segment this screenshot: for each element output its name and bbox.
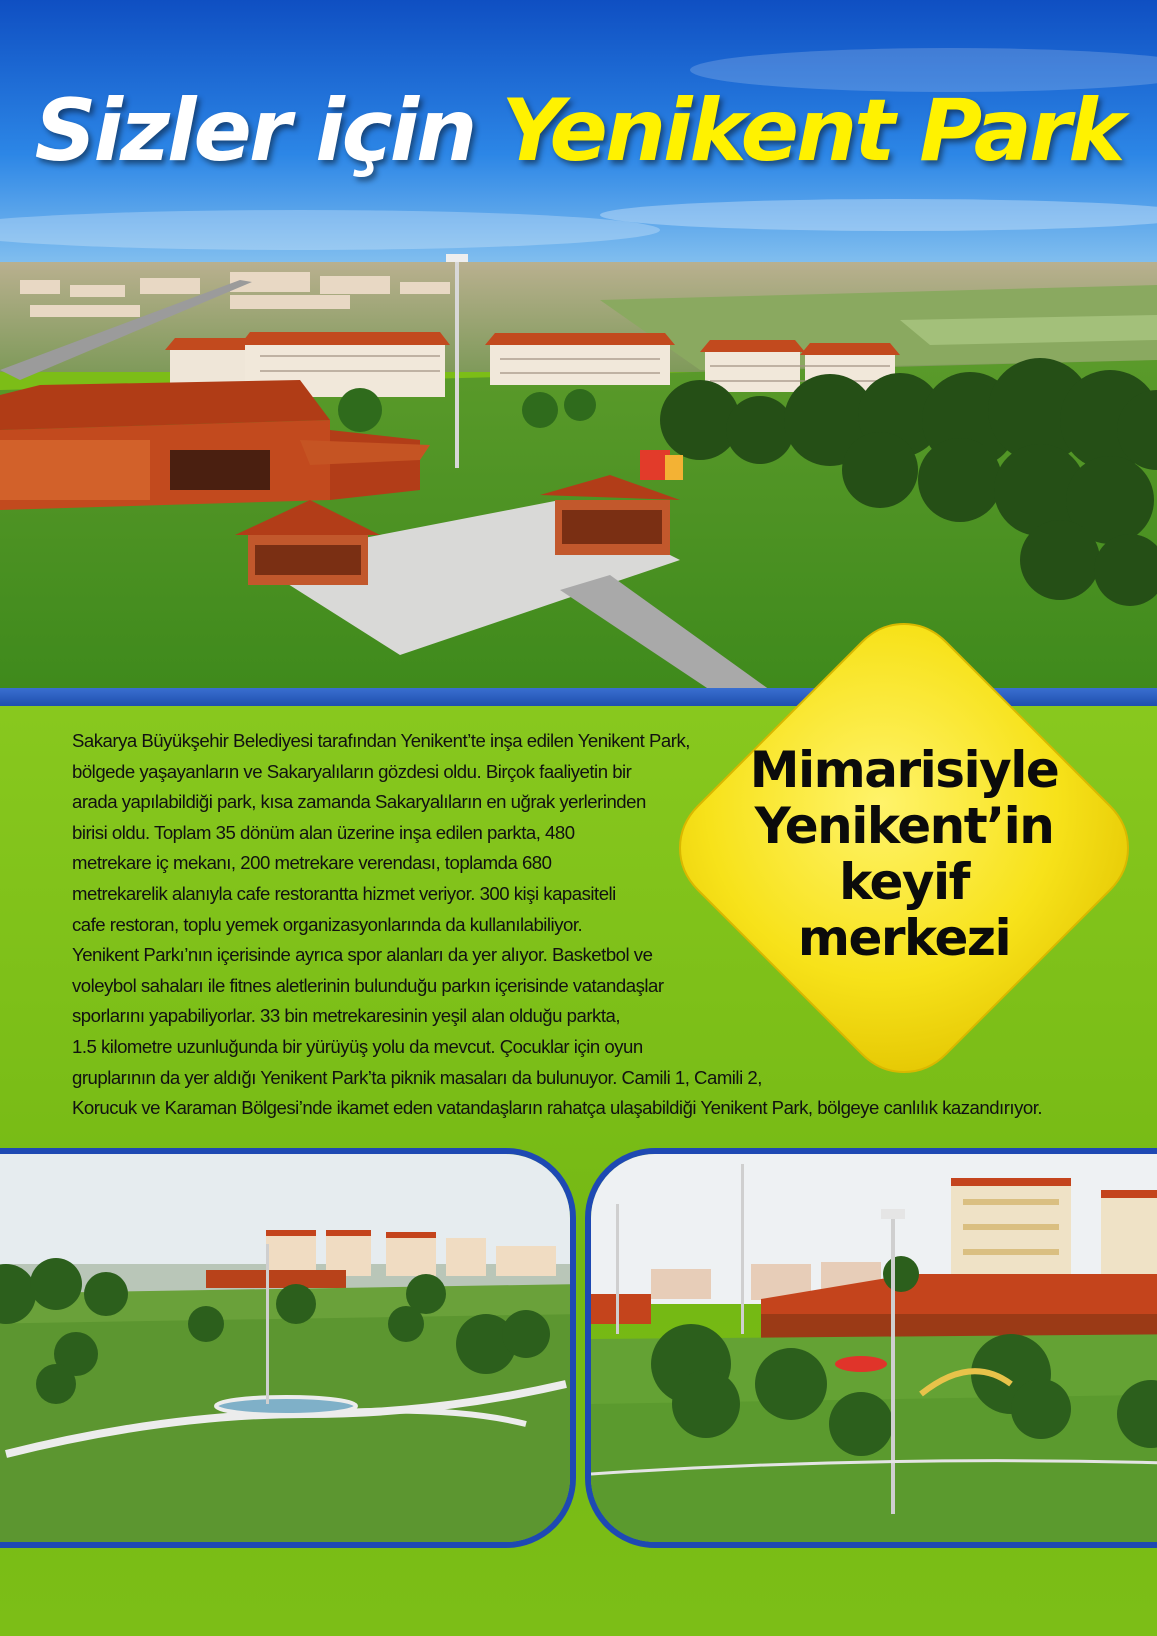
body-line: voleybol sahaları ile fitnes aletlerinin bulunduğu parkın içerisinde vatandaşlar (72, 974, 664, 996)
body-line: metrekare iç mekanı, 200 metrekare verendası, toplamda 680 (72, 852, 552, 874)
park-lawn-illustration (0, 1154, 576, 1548)
callout-text (666, 742, 1142, 966)
callout-line: merkezi (797, 909, 1011, 967)
callout-line: Mimarisiyle (749, 741, 1059, 799)
body-line: Sakarya Büyükşehir Belediyesi tarafından Yenikent’te inşa edilen Yenikent Park, (72, 730, 690, 751)
park-photo-right (585, 1148, 1157, 1548)
body-line: 1.5 kilometre uzunluğunda bir yürüyüş yolu da mevcut. Çocuklar için oyun (72, 1035, 643, 1057)
park-restaurant-illustration (591, 1154, 1157, 1548)
callout-diamond (666, 610, 1142, 1086)
body-line: birisi oldu. Toplam 35 dönüm alan üzerine inşa edilen parkta, 480 (72, 821, 575, 843)
body-line: cafe restoran, toplu yemek organizasyonlarında da kullanılabiliyor. (72, 913, 583, 935)
headline-yellow: Yenikent Park (501, 81, 1123, 181)
body-line: Yenikent Parkı’nın içerisinde ayrıca spor alanları da yer alıyor. Basketbol ve (72, 944, 653, 966)
headline (0, 81, 1157, 181)
body-line: Korucuk ve Karaman Bölgesi’nde ikamet eden vatandaşların rahatça ulaşabildiği Yenikent Park, bölgeye canlılık kazandırıyor. (72, 1097, 1043, 1119)
headline-white: Sizler için (34, 81, 475, 181)
body-line: arada yapılabildiği park, kısa zamanda Sakaryalıların en uğrak yerlerinden (72, 791, 646, 813)
callout-line: Yenikent’in (754, 797, 1054, 855)
body-line: sporlarını yapabiliyorlar. 33 bin metrekaresinin yeşil alan olduğu parkta, (72, 1005, 620, 1027)
callout-line: keyif (839, 853, 969, 911)
body-line: gruplarının da yer aldığı Yenikent Park’ta piknik masaları da bulunuyor. Camili 1, Camili 2, (72, 1066, 762, 1088)
hero-photo (0, 0, 1157, 690)
park-photo-left (0, 1148, 576, 1548)
body-line: bölgede yaşayanların ve Sakaryalıların gözdesi oldu. Birçok faaliyetin bir (72, 760, 632, 782)
body-line: metrekarelik alanıyla cafe restorantta hizmet veriyor. 300 kişi kapasiteli (72, 882, 616, 904)
